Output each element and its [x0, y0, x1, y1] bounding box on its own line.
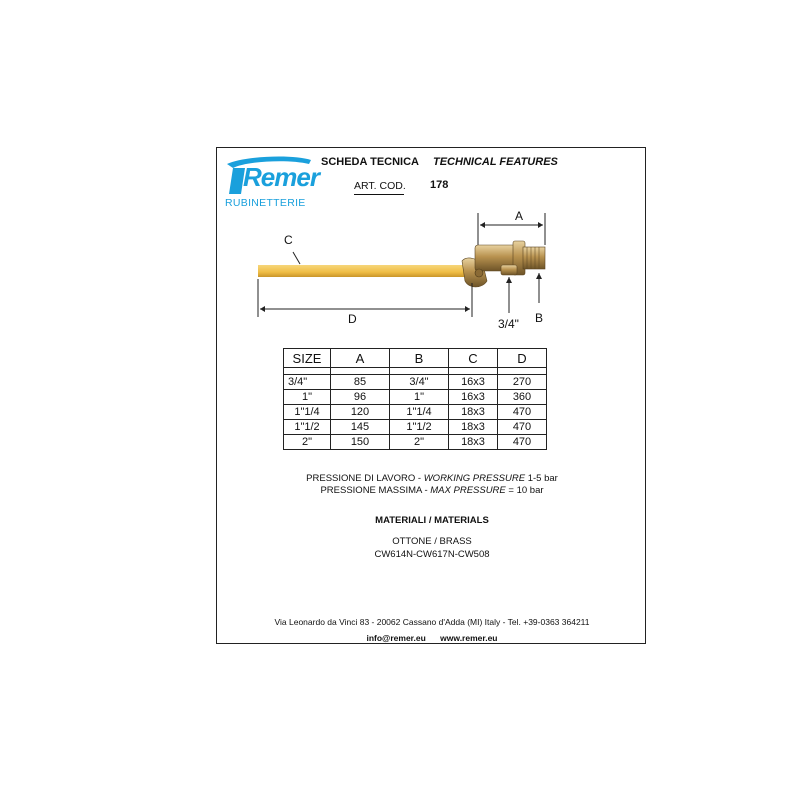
header-d: D — [498, 349, 547, 368]
logo-subtitle: RUBINETTERIE — [225, 197, 306, 209]
table-spacer-row — [284, 368, 547, 375]
dimension-a — [478, 213, 545, 245]
dimension-d-label: D — [348, 312, 357, 326]
dimension-c-leader — [293, 252, 300, 264]
cell-c: 16x3 — [449, 390, 498, 405]
website-link[interactable]: www.remer.eu — [440, 633, 498, 643]
max-pressure-line — [217, 485, 647, 496]
dimension-d — [258, 279, 472, 317]
valve-body — [462, 241, 545, 287]
table-header-row — [284, 349, 547, 368]
materials-line-1: OTTONE / BRASS — [392, 536, 472, 547]
header-size: SIZE — [284, 349, 331, 368]
thread-size-label: 3/4" — [498, 317, 519, 331]
header-a: A — [331, 349, 390, 368]
title-english: TECHNICAL FEATURES — [433, 156, 558, 168]
cell-a: 120 — [331, 405, 390, 420]
cell-a: 85 — [331, 375, 390, 390]
article-code-value: 178 — [430, 179, 449, 191]
dimension-b-label: B — [535, 311, 544, 325]
cell-b: 3/4" — [390, 375, 449, 390]
cell-size: 1"1/4 — [284, 405, 331, 420]
cell-size: 2" — [284, 435, 331, 450]
float-rod — [258, 265, 468, 277]
dimension-a-label: A — [515, 209, 524, 223]
article-code-label: ART. COD. — [354, 180, 406, 192]
working-pressure-value: 1-5 bar — [525, 473, 558, 484]
header-c: C — [449, 349, 498, 368]
technical-sheet — [216, 147, 646, 644]
title-italian: SCHEDA TECNICA — [321, 156, 419, 168]
cell-d: 470 — [498, 405, 547, 420]
materials-title: MATERIALI / MATERIALS — [375, 515, 489, 526]
cell-b: 1"1/2 — [390, 420, 449, 435]
dimensions-table — [283, 348, 547, 450]
max-pressure-it: PRESSIONE MASSIMA - — [320, 485, 431, 496]
working-pressure-line — [217, 473, 647, 484]
table-row — [284, 420, 547, 435]
float-valve-drawing — [217, 203, 647, 338]
cell-size: 1"1/2 — [284, 420, 331, 435]
cell-a: 150 — [331, 435, 390, 450]
cell-a: 145 — [331, 420, 390, 435]
max-pressure-value: = 10 bar — [505, 485, 544, 496]
cell-size: 3/4" — [284, 375, 331, 390]
table-row — [284, 435, 547, 450]
dimension-c-label: C — [284, 233, 293, 247]
company-address: Via Leonardo da Vinci 83 - 20062 Cassano d'Adda (MI) Italy - Tel. +39-0363 364211 — [274, 617, 590, 627]
email-link[interactable]: info@remer.eu — [366, 633, 426, 643]
table-row — [284, 375, 547, 390]
article-code-underline — [354, 194, 404, 195]
logo-wordmark: Remer — [243, 162, 319, 192]
cell-d: 470 — [498, 435, 547, 450]
max-pressure-en: MAX PRESSURE — [430, 485, 506, 496]
table-row — [284, 390, 547, 405]
cell-b: 1" — [390, 390, 449, 405]
working-pressure-en: WORKING PRESSURE — [423, 473, 526, 484]
cell-c: 16x3 — [449, 375, 498, 390]
company-contacts — [217, 633, 647, 643]
cell-c: 18x3 — [449, 405, 498, 420]
working-pressure-it: PRESSIONE DI LAVORO - — [306, 473, 424, 484]
cell-c: 18x3 — [449, 435, 498, 450]
cell-b: 2" — [390, 435, 449, 450]
materials-line-2: CW614N-CW617N-CW508 — [374, 549, 490, 560]
cell-d: 470 — [498, 420, 547, 435]
cell-d: 270 — [498, 375, 547, 390]
header-b: B — [390, 349, 449, 368]
cell-c: 18x3 — [449, 420, 498, 435]
table-row — [284, 405, 547, 420]
cell-a: 96 — [331, 390, 390, 405]
cell-size: 1" — [284, 390, 331, 405]
cell-d: 360 — [498, 390, 547, 405]
cell-b: 1"1/4 — [390, 405, 449, 420]
